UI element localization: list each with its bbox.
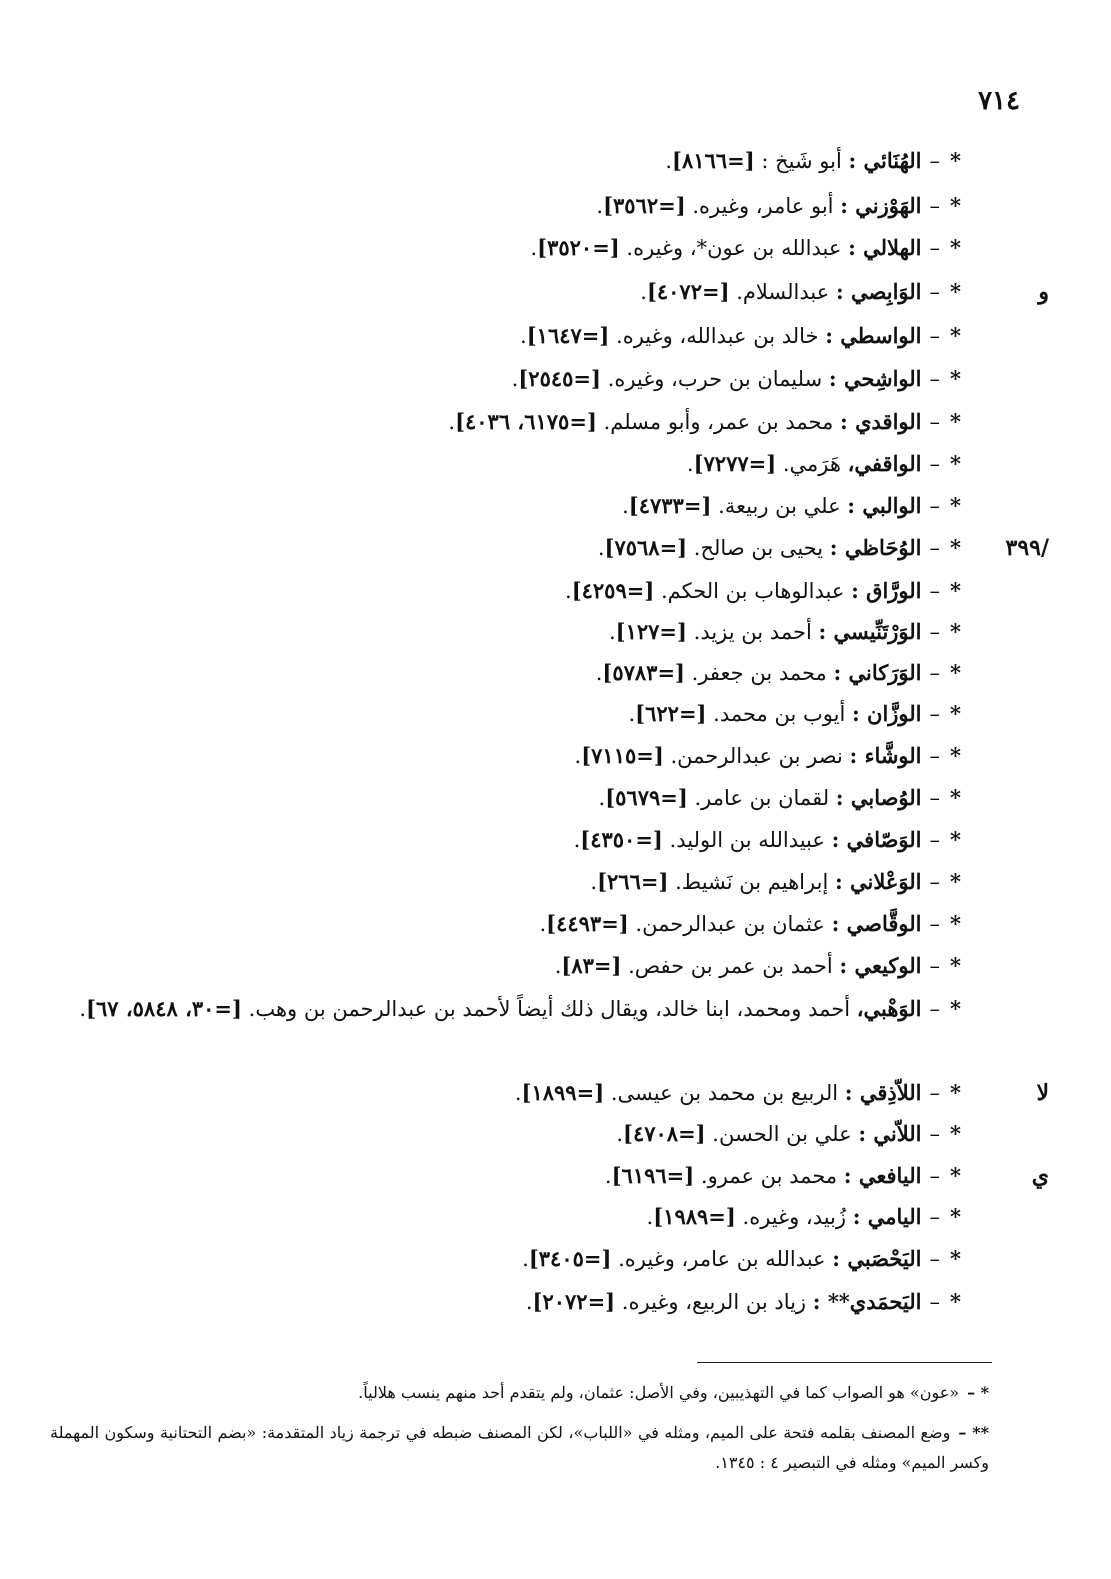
entry-text: يحيى بن صالح. — [687, 536, 830, 560]
entry-dash: – — [929, 194, 941, 218]
entry-row — [40, 908, 961, 940]
entry-text: سليمان بن حرب، وغيره. — [600, 367, 829, 391]
entry-text: عبدالله بن عامر، وغيره. — [611, 1247, 833, 1271]
entry-text: علي بن الحسن. — [705, 1122, 859, 1146]
margin-mark: و — [1038, 279, 1049, 305]
margin-mark: لا — [1036, 1080, 1049, 1106]
entry-reference: [=٦٢٢] — [635, 701, 707, 726]
entry-star: * — [950, 911, 961, 936]
entry-end: . — [686, 452, 694, 476]
entry-end: . — [448, 410, 456, 434]
entry-reference: [=٧١١٥] — [581, 743, 664, 768]
entry-end: . — [646, 1205, 654, 1229]
entry-star: * — [950, 996, 961, 1021]
entry-star: * — [950, 869, 961, 894]
entry-name: الوَصّافي : — [831, 827, 922, 852]
entry-text: هَرَمي. — [776, 452, 848, 476]
entry-text: عبدالسلام. — [729, 280, 836, 304]
entry-star: * — [950, 619, 961, 644]
entry-name: الوَعْلاني : — [834, 869, 922, 894]
entry-end: . — [79, 997, 87, 1021]
entry-text: نصر بن عبدالرحمن. — [663, 744, 850, 768]
entry-text: عبدالوهاب بن الحكم. — [654, 579, 852, 603]
entry-reference: [=٨١٦٦] — [672, 148, 755, 173]
entry-end: . — [554, 954, 562, 978]
entry-end: . — [525, 1290, 533, 1314]
entry-reference: [=٧٢٧٧] — [693, 451, 777, 476]
entry-reference: [=٧٥٦٨] — [604, 535, 688, 560]
entry-star: * — [950, 701, 961, 726]
entry-text: زُبيد، وغيره. — [735, 1205, 853, 1229]
entry-reference: [=٤٠٧٢] — [646, 279, 730, 304]
entry-star: * — [950, 1289, 961, 1314]
entry-text: الربيع بن محمد بن عيسى. — [604, 1081, 845, 1105]
entry-dash: – — [929, 1205, 941, 1229]
entry-star: * — [950, 785, 961, 810]
entry-row — [40, 532, 961, 564]
entry-name: الواشِحي : — [828, 366, 922, 391]
entry-name: الوَرَكاني : — [833, 660, 922, 685]
entry-star: * — [950, 953, 961, 978]
entry-end: . — [595, 661, 603, 685]
entry-text: عبدالله بن عون*، وغيره. — [619, 236, 849, 260]
entry-row — [40, 782, 961, 814]
entry-reference: [=٢٥٤٥] — [518, 366, 601, 391]
entry-dash: – — [929, 786, 941, 810]
entry-text: خالد بن عبدالله، وغيره. — [609, 324, 826, 348]
entry-text: إبراهيم بن نَشيط. — [668, 870, 835, 894]
entry-end: . — [665, 149, 673, 173]
entry-name: اللاّني : — [858, 1121, 922, 1146]
entry-star: * — [950, 1163, 961, 1188]
entry-end: . — [616, 1122, 624, 1146]
entry-text: محمد بن عمر، وأبو مسلم. — [596, 410, 841, 434]
entry-row — [40, 657, 961, 689]
entry-dash: – — [929, 452, 941, 476]
entry-star: * — [950, 323, 961, 348]
entry-row — [40, 363, 961, 395]
entry-dash: – — [929, 149, 941, 173]
margin-mark: /٣٩٩ — [1005, 535, 1049, 561]
entry-text: أبو عامر، وغيره. — [685, 194, 841, 218]
entry-row — [40, 1201, 961, 1233]
entry-row — [40, 1286, 961, 1318]
footnote-divider — [697, 1362, 992, 1363]
entry-star: * — [950, 366, 961, 391]
entry-row — [40, 1243, 961, 1275]
entry-text: محمد بن عمرو. — [694, 1164, 844, 1188]
entry-name: الورَّاق : — [851, 578, 922, 603]
entry-reference: [=٥٦٧٩] — [605, 785, 688, 810]
entry-dash: – — [929, 954, 941, 978]
entry-dash: – — [929, 236, 941, 260]
entry-name: الوالبي : — [847, 493, 922, 518]
entry-dash: – — [929, 1290, 941, 1314]
entry-name: الوَهْبي، — [856, 996, 922, 1021]
entry-end: . — [520, 324, 527, 348]
entry-name: اليامي : — [852, 1204, 922, 1229]
entry-reference: [=٦١٩٦] — [611, 1163, 695, 1188]
footnote-text: وضع المصنف بقلمه فتحة على الميم، ومثله في «اللباب»، لكن المصنف ضبطه في ترجمة زياد المتقدمة: «بضم التحتانية وسكون المهملة وكسر الميم» ومثله في التبصير ٤ : ١٣٤٥. — [50, 1423, 989, 1472]
entry-star: * — [950, 827, 961, 852]
entry-row — [40, 616, 961, 648]
entry-star: * — [950, 493, 961, 518]
entry-row — [40, 824, 961, 856]
entry-row — [40, 1118, 961, 1150]
entry-name: الوقَّاصي : — [831, 911, 922, 936]
entry-name: الوُصابي : — [835, 785, 922, 810]
entry-text: علي بن ربيعة. — [711, 494, 848, 518]
entry-text: زياد بن الربيع، وغيره. — [615, 1290, 813, 1314]
entry-reference: [=٢٠٧٢] — [532, 1289, 616, 1314]
entry-dash: – — [929, 1164, 941, 1188]
entry-name: الوزَّان : — [851, 701, 922, 726]
entry-dash: – — [929, 620, 941, 644]
entry-name: الوَرْتَنِّيسي : — [818, 619, 922, 644]
entry-row — [40, 1077, 961, 1109]
entry-dash: – — [929, 536, 941, 560]
entry-end: . — [596, 194, 604, 218]
entry-reference: [=٤٤٩٣] — [546, 911, 629, 936]
entry-name: اليَحمَدي** : — [812, 1289, 922, 1314]
entry-row — [40, 448, 961, 480]
entry-name: الهلالي : — [848, 235, 922, 260]
entry-reference: [=٦١٧٥، ٤٠٣٦] — [455, 409, 597, 434]
entry-text: محمد بن جعفر. — [684, 661, 834, 685]
footnote-mark: * – — [967, 1383, 989, 1402]
entry-reference: [=٢٦٦] — [597, 869, 669, 894]
entry-text: أيوب بن محمد. — [706, 702, 852, 726]
entry-dash: – — [929, 702, 941, 726]
entry-dash: – — [929, 1122, 941, 1146]
entry-dash: – — [929, 828, 941, 852]
entry-star: * — [950, 193, 961, 218]
footnote — [50, 1418, 989, 1478]
entry-text: عثمان بن عبدالرحمن. — [628, 912, 832, 936]
page-number: ٧١٤ — [978, 86, 1020, 116]
entry-end: . — [574, 744, 582, 768]
entry-dash: – — [929, 324, 941, 348]
entry-row — [40, 950, 961, 982]
entry-star: * — [950, 1121, 961, 1146]
entry-row — [40, 406, 961, 438]
margin-mark: ي — [1031, 1163, 1049, 1189]
entry-name: الهُنَائي : — [848, 148, 922, 173]
entry-dash: – — [929, 280, 941, 304]
entry-reference: [=١٨٩٩] — [521, 1080, 605, 1105]
entry-star: * — [950, 148, 961, 173]
entry-row — [40, 575, 961, 607]
entry-name: اليَحْصَبي : — [832, 1246, 922, 1271]
entry-star: * — [950, 1246, 961, 1271]
entry-reference: [=٥٧٨٣] — [602, 660, 685, 685]
entry-dash: – — [929, 744, 941, 768]
entry-star: * — [950, 451, 961, 476]
entry-row — [40, 320, 961, 352]
entry-end: . — [530, 236, 538, 260]
entry-end: . — [622, 494, 629, 518]
entry-star: * — [950, 535, 961, 560]
entry-end: . — [511, 367, 519, 391]
entry-text: أحمد بن يزيد. — [686, 620, 819, 644]
entry-end: . — [597, 536, 605, 560]
entry-end: . — [608, 620, 616, 644]
entry-star: * — [950, 235, 961, 260]
entry-name: الهَوْزني : — [840, 193, 922, 218]
entry-end: . — [604, 1164, 612, 1188]
entry-name: الوُحَاظي : — [829, 535, 922, 560]
entry-row — [40, 698, 961, 730]
entry-dash: – — [929, 367, 941, 391]
footnote-text: «عون» هو الصواب كما في التهذيبين، وفي الأصل: عثمان، ولم يتقدم أحد منهم ينسب هلالياً. — [358, 1383, 960, 1402]
entry-end: . — [573, 828, 581, 852]
entry-dash: – — [929, 410, 941, 434]
entry-end: . — [628, 702, 636, 726]
entry-dash: – — [929, 1247, 941, 1271]
entry-name: اليافعي : — [843, 1163, 922, 1188]
entry-star: * — [950, 279, 961, 304]
entry-dash: – — [929, 494, 941, 518]
entry-name: الواقدي : — [840, 409, 922, 434]
entry-row — [40, 993, 961, 1025]
entry-dash: – — [929, 661, 941, 685]
entry-name: الوشَّاء : — [849, 743, 922, 768]
entry-dash: – — [929, 912, 941, 936]
entry-reference: [=٤٣٥٠] — [580, 827, 663, 852]
entry-reference: [=٤٧٠٨] — [623, 1121, 706, 1146]
entry-name: الواسطي : — [825, 323, 922, 348]
entry-dash: – — [929, 579, 941, 603]
entry-reference: [=١٦٤٧] — [526, 323, 610, 348]
footnote-mark: ** – — [958, 1423, 989, 1442]
entry-row — [40, 276, 961, 308]
entry-text: أحمد ومحمد، ابنا خالد، ويقال ذلك أيضاً لأحمد بن عبدالرحمن بن وهب. — [241, 997, 857, 1021]
entry-reference: [=٣٥٦٢] — [603, 193, 686, 218]
entry-star: * — [950, 1204, 961, 1229]
entry-reference: [=٣٠، ٥٨٤٨، ٦٧] — [86, 996, 242, 1021]
entry-reference: [=١٩٨٩] — [653, 1204, 736, 1229]
entry-text: أبو شَيخ : — [754, 149, 849, 173]
entry-name: الوكيعي : — [839, 953, 922, 978]
entry-row — [40, 740, 961, 772]
entry-reference: [=٣٤٠٥] — [528, 1246, 612, 1271]
entry-end: . — [514, 1081, 522, 1105]
footnote — [50, 1378, 989, 1408]
entry-row — [40, 232, 961, 264]
entry-reference: [=٤٢٥٩] — [571, 578, 655, 603]
entry-star: * — [950, 1080, 961, 1105]
entry-end: . — [522, 1247, 529, 1271]
entry-reference: [=١٢٧] — [615, 619, 687, 644]
entry-reference: [=٤٧٣٣] — [628, 493, 712, 518]
entry-end: . — [590, 870, 598, 894]
entry-name: اللاّذِقي : — [844, 1080, 922, 1105]
entry-row — [40, 866, 961, 898]
entry-row — [40, 490, 961, 522]
entry-row — [40, 145, 961, 177]
entry-star: * — [950, 660, 961, 685]
entry-row — [40, 190, 961, 222]
entry-dash: – — [929, 870, 941, 894]
entry-end: . — [598, 786, 606, 810]
entry-reference: [=٣٥٢٠] — [537, 235, 620, 260]
entry-text: لقمان بن عامر. — [687, 786, 836, 810]
entry-row — [40, 1160, 961, 1192]
entry-text: أحمد بن عمر بن حفص. — [621, 954, 840, 978]
entry-name: الوَابِصي : — [835, 279, 922, 304]
entry-end: . — [565, 579, 572, 603]
entry-dash: – — [929, 997, 941, 1021]
entry-reference: [=٨٣] — [561, 953, 622, 978]
entry-dash: – — [929, 1081, 941, 1105]
entry-star: * — [950, 578, 961, 603]
entry-star: * — [950, 743, 961, 768]
entry-name: الواقفي، — [847, 451, 922, 476]
entry-end: . — [640, 280, 647, 304]
entry-text: عبيدالله بن الوليد. — [662, 828, 832, 852]
entry-end: . — [539, 912, 547, 936]
entry-star: * — [950, 409, 961, 434]
